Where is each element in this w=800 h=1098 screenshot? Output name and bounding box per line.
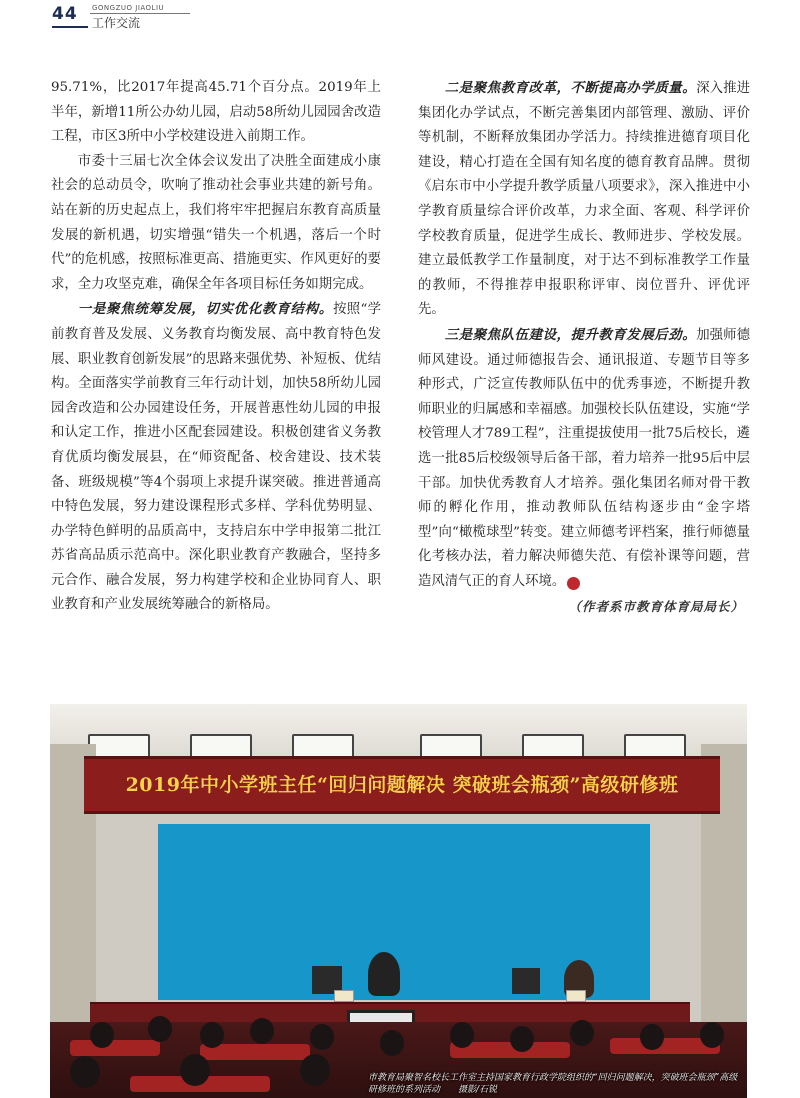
ceiling-lamp — [292, 734, 354, 758]
paragraph — [418, 323, 750, 595]
audience-member — [250, 1018, 274, 1044]
audience-member — [640, 1024, 664, 1050]
ceiling-lamp — [190, 734, 252, 758]
audience-member — [70, 1056, 100, 1088]
paragraph-lead: 三是聚焦队伍建设，提升教育发展后劲。 — [444, 326, 697, 343]
ceiling-lamp — [522, 734, 584, 758]
paragraph — [51, 297, 381, 618]
audience-member — [310, 1024, 334, 1050]
paragraph-lead: 一是聚焦统筹发展，切实优化教育结构。 — [77, 301, 334, 318]
section-title: 工作交流 — [92, 16, 141, 30]
header-accent-bar — [52, 26, 88, 28]
banner-text: 2019年中小学班主任“回归问题解决 突破班会瓶颈”高级研修班 — [125, 774, 679, 796]
photo-caption: 市教育局聚智名校长工作室主持国家教育行政学院组织的“回归问题解决，突破班会瓶颈”高级研修班的系列活动 摄影/石锐 — [368, 1073, 738, 1095]
paragraph-body: 加强师德师风建设。通过师德报告会、通讯报道、专题节目等多种形式，广泛宣传教师队伍中的优秀事迹，不断提升教师职业的归属感和幸福感。加强校长队伍建设，实施“学校管理人才789工程”，注重提拔使用一批75后校长，遴选一批85后校级领导后备干部，着力培养一批95后中层干部。加快优秀教育人才培养。强化集团名师对骨干教师的孵化作用，推动教师队伍结构逐步由“金字塔型”向“橄榄球型”转变。建立师德考评档案，推行师德量化考核办法，着力解决师德失范、有偿补课等问题，营造风清气正的育人环境。 — [418, 327, 751, 589]
nameplate — [334, 990, 354, 1002]
audience-chair — [70, 1040, 160, 1056]
page-number: 44 — [52, 4, 78, 24]
audience-member — [148, 1016, 172, 1042]
page-header — [52, 4, 752, 30]
audience-member — [300, 1054, 330, 1086]
event-photo — [50, 704, 747, 1098]
speaker-figure — [368, 952, 400, 996]
nameplate — [566, 990, 586, 1002]
end-mark-icon: 资 — [567, 577, 580, 590]
ceiling-lamp — [420, 734, 482, 758]
ceiling-lamp — [624, 734, 686, 758]
audience-member — [180, 1054, 210, 1086]
paragraph — [418, 76, 750, 323]
paragraph-lead: 二是聚焦教育改革，不断提高办学质量。 — [444, 80, 697, 96]
stage-chair — [512, 968, 540, 994]
audience-member — [450, 1022, 474, 1048]
article-left-column — [51, 76, 381, 618]
section-pinyin: GONGZUO JIAOLIU — [92, 4, 165, 12]
paragraph: 95.71%，比2017年提高45.71个百分点。2019年上半年，新增11所公办幼儿园，启动58所幼儿园园舍改造工程，市区3所中小学校建设进入前期工作。 — [51, 80, 381, 145]
paragraph-body: 按照“学前教育普及发展、义务教育均衡发展、高中教育特色发展、职业教育创新发展”的思路来强优势、补短板、优结构。全面落实学前教育三年行动计划，加快58所幼儿园园舍改造和公办园建设任务，开展普惠性幼儿园的申报和认定工作，推进小区配套园建设。积极创建省义务教育优质均衡发展县，在“师资配备、校舍建设、技术装备、班级规模”等4个弱项上求提升谋突破。推进普通高中特色发展，努力建设课程形式多样、学科优势明显、办学特色鲜明的品质高中，支持启东中学申报第二批江苏省高品质示范高中。深化职业教育产教融合，坚持多元合作、融合发展，努力构建学校和企业协同育人、职业教育和产业发展统筹融合的新格局。 — [51, 302, 381, 613]
audience-member — [380, 1030, 404, 1056]
event-banner — [84, 756, 720, 814]
audience-member — [510, 1026, 534, 1052]
audience-member — [700, 1022, 724, 1048]
audience-member — [570, 1020, 594, 1046]
paragraph-body: 深入推进集团化办学试点，不断完善集团内部管理、激励、评价等机制，不断释放集团办学活力。持续推进德育项目化建设，精心打造在全国有知名度的德育教育品牌。贯彻《启东市中小学提升教学质量八项要求》，深入推进中小学教育质量综合评价改革，力求全面、客观、科学评价学校教育质量，促进学生成长、教师进步、学校发展。建立最低教学工作量制度，对于达不到标准教学工作量的教师，不得推荐申报职称评审、岗位晋升、评优评先。 — [418, 81, 751, 318]
paragraph: 市委十三届七次全体会议发出了决胜全面建成小康社会的总动员令，吹响了推动社会事业共建的新号角。站在新的历史起点上，我们将牢牢把握启东教育高质量发展的新机遇，切实增强“错失一个机遇，落后一个时代”的危机感，按照标准更高、措施更实、作风更好的要求，全力攻坚克难，确保全年各项目标任务如期完成。 — [51, 153, 381, 292]
ceiling-lamp — [88, 734, 150, 758]
audience-member — [200, 1022, 224, 1048]
article-right-column — [418, 76, 750, 594]
author-note: （作者系市教育体育局局长） — [568, 599, 744, 614]
audience-member — [90, 1022, 114, 1048]
